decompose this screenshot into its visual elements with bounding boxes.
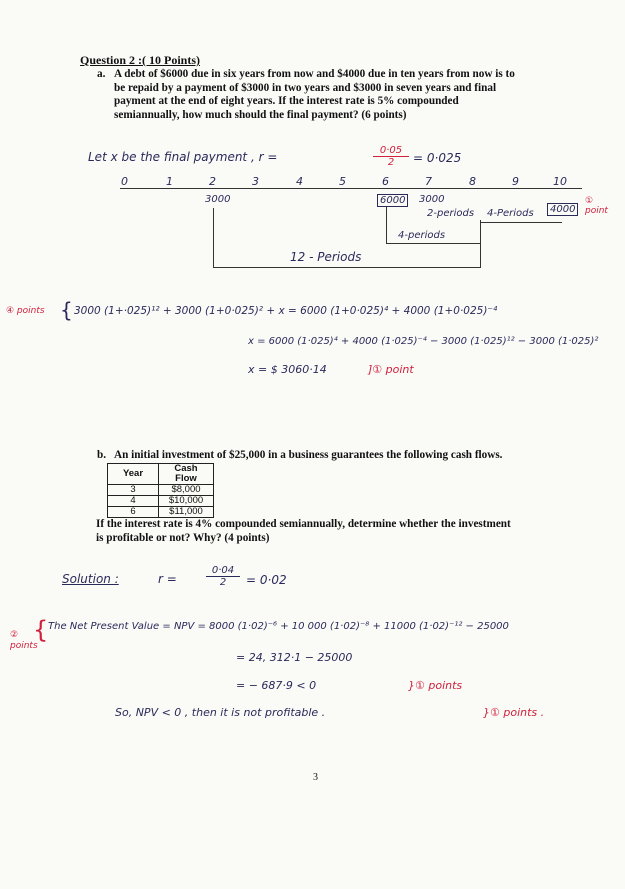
page-number: 3 (313, 772, 318, 783)
part-b-text: An initial investment of $25,000 in a business guarantees the following cash flows. (114, 449, 503, 461)
r-denominator: 2 (219, 577, 227, 588)
part-a-line-3: payment at the end of eight years. If the interest rate is 5% compounded (114, 95, 459, 108)
label-4-periods-under: 4-periods (398, 230, 446, 241)
equation-1: 3000 (1+·025)¹² + 3000 (1+0·025)² + x = 6000 (1+0·025)⁴ + 4000 (1+0·025)⁻⁴ (74, 305, 498, 317)
tick-8: 8 (469, 175, 476, 188)
question-title: Question 2 :( 10 Points) (80, 53, 200, 67)
npv-line-1: The Net Present Value = NPV = 8000 (1·02)⁻⁶ + 10 000 (1·02)⁻⁸ + 11000 (1·02)⁻¹² − 25000 (48, 621, 509, 632)
tick-9: 9 (512, 175, 519, 188)
part-a-line-4: semiannually, how much should the final payment? (6 points) (114, 108, 407, 121)
bracket-12-bottom (213, 267, 481, 268)
equation-3-point: ]① point (368, 363, 414, 376)
cell-year: 4 (108, 496, 159, 507)
part-b-question (96, 518, 511, 545)
part-a-text (114, 68, 564, 122)
cash-flow-table (107, 463, 214, 518)
arrow-4-periods (480, 222, 562, 223)
table-row (108, 496, 214, 507)
label-12-periods: 12 - Periods (290, 250, 362, 264)
tick-5: 5 (339, 175, 346, 188)
bracket-4-left (386, 206, 387, 244)
equation-3: x = $ 3060·14 (248, 363, 327, 376)
r-equals: r = (158, 572, 177, 586)
payment-3000-year7: 3000 (419, 194, 445, 205)
npv-line-2: = 24, 312·1 − 25000 (236, 651, 353, 664)
header-cash-flow: Cash Flow (159, 464, 214, 485)
r-fraction (206, 565, 240, 588)
tick-0: 0 (121, 175, 128, 188)
bracket-4-bottom (386, 243, 481, 244)
payment-6000-year6: 6000 (377, 194, 408, 207)
timeline-axis (120, 188, 582, 189)
label-4-periods-right: 4-Periods (487, 208, 534, 219)
r-numerator: 0·04 (206, 565, 240, 577)
tick-4: 4 (296, 175, 303, 188)
part-b-question-line-2: is profitable or not? Why? (4 points) (96, 531, 270, 544)
cell-cash-flow: $10,000 (159, 496, 214, 507)
table-row (108, 485, 214, 496)
payment-3000-year2: 3000 (205, 194, 231, 205)
two-points-label: ② points (10, 630, 38, 651)
rate-result: = 0·025 (413, 151, 462, 165)
part-b-label: b. (97, 449, 107, 461)
part-b-question-line-1: If the interest rate is 4% compounded semiannually, determine whether the investment (96, 518, 511, 530)
payment-4000-year10: 4000 (547, 203, 578, 216)
cell-cash-flow: $8,000 (159, 485, 214, 496)
rate-fraction (373, 145, 409, 168)
solution-label: Solution : (62, 572, 119, 586)
brace-b: { (33, 616, 49, 644)
table-header-row (108, 464, 214, 485)
tick-6: 6 (382, 175, 389, 188)
npv-line-3: = − 687·9 < 0 (236, 679, 317, 692)
bracket-12-right (480, 220, 481, 268)
part-a-line-2: be repaid by a payment of $3000 in two years and $3000 in seven years and final (114, 81, 497, 94)
bracket-12-left (213, 208, 214, 268)
part-a-line-1: A debt of $6000 due in six years from now and $4000 due in ten years from now is to (114, 68, 515, 80)
tick-1: 1 (166, 175, 173, 188)
one-point-side: ① point (585, 196, 608, 216)
let-line: Let x be the final payment , r = (88, 150, 278, 164)
equation-2: x = 6000 (1·025)⁴ + 4000 (1·025)⁻⁴ − 3000 (1·025)¹² − 3000 (1·025)² (248, 336, 599, 347)
conclusion: So, NPV < 0 , then it is not profitable . (115, 706, 326, 719)
table-row (108, 507, 214, 518)
tick-7: 7 (425, 175, 432, 188)
brace-a: { (60, 298, 73, 322)
label-2-periods: 2-periods (427, 208, 475, 219)
rate-numerator: 0·05 (373, 145, 409, 157)
cell-cash-flow: $11,000 (159, 507, 214, 518)
part-a-label: a. (97, 68, 106, 80)
four-points-label: ④ points (6, 306, 45, 316)
r-result: = 0·02 (246, 573, 287, 587)
conclusion-point: }① points . (483, 706, 545, 719)
npv-line-3-point: }① points (408, 679, 463, 692)
tick-10: 10 (553, 175, 567, 188)
header-year: Year (108, 464, 159, 485)
tick-2: 2 (209, 175, 216, 188)
cell-year: 3 (108, 485, 159, 496)
tick-3: 3 (252, 175, 259, 188)
rate-denominator: 2 (387, 157, 395, 168)
cell-year: 6 (108, 507, 159, 518)
